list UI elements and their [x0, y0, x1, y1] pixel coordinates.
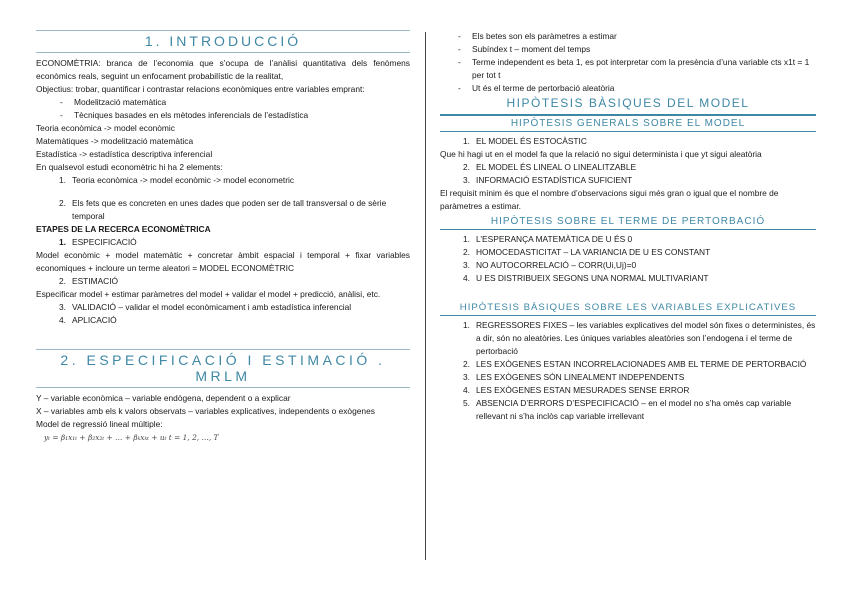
step-description: Model econòmic + model matemàtic + concretar àmbit espacial i temporal + fixar variables economiques + incloure un terme aleatori = MODEL ECONOMÈTRIC — [36, 250, 410, 273]
section-2-heading: 2. ESPECIFICACIÓ I ESTIMACIÓ . MRLM — [36, 349, 410, 388]
explicatives-heading: HIPÒTESIS BÀSIQUES SOBRE LES VARIABLES EXPLICATIVES — [440, 301, 816, 316]
econometria-definition: ECONOMÈTRIA: branca de l’economia que s’ocupa de l’anàlisi quantitativa dels fenòmens econòmics reals, seguint un enfocament probabilístic de la realitat, — [36, 58, 410, 81]
relation-line: Matemàtiques -> modelització matemàtica — [36, 136, 194, 146]
pertorbacio-item: 2. HOMOCEDASTICITAT – LA VARIANCIA DE U ES CONSTANT — [463, 247, 711, 257]
explicatives-item: 4. LES EXÒGENES ESTAN MESURADES SENSE ERROR — [463, 385, 690, 395]
list-item: - Ut és el terme de pertorbació aleatòria — [458, 82, 816, 95]
objectius-text: Objectius: trobar, quantificar i contrastar relacions econòmiques entre variables emprant: — [36, 84, 365, 94]
list-item: - Els betes son els paràmetres a estimar — [458, 30, 816, 43]
element-item: 1. Teoria econòmica -> model econòmic -> model econometric — [59, 175, 295, 185]
pertorbacio-item: 4. U ES DISTRIBUEIX SEGONS UNA NORMAL MULTIVARIANT — [463, 273, 709, 283]
beta-notes-list — [440, 30, 816, 95]
pertorbacio-item: 1. L’ESPERANÇA MATEMÀTICA DE U ÉS 0 — [463, 234, 633, 244]
step-item: 4. APLICACIÓ — [59, 315, 117, 325]
right-column — [440, 30, 816, 423]
variable-line: Y – variable econòmica – variable endògena, dependent o a explicar — [36, 393, 291, 403]
step-item: 3. VALIDACIÓ – validar el model econòmicament i amb estadística inferencial — [59, 302, 352, 312]
hypothesis-item: 2. EL MODEL ÉS LINEAL O LINEALITZABLE — [463, 162, 637, 172]
hypothesis-description: El requisit mínim és que el nombre d’observacions sigui més gran o igual que el nombre de paràmetres a estimar. — [440, 188, 779, 211]
regression-formula: yₜ = β₁x₁ₜ + β₂x₂ₜ + … + βₖxₖₜ + uₜ t = 1, 2, …, T — [44, 433, 219, 442]
hypothesis-item: 1. EL MODEL ÉS ESTOCÀSTIC — [463, 136, 587, 146]
method-list — [36, 96, 410, 122]
etapes-heading: ETAPES DE LA RECERCA ECONOMÈTRICA — [36, 224, 211, 234]
step-item: 1. ESPECIFICACIÓ — [59, 237, 137, 247]
pertorbacio-item: 3. NO AUTOCORRELACIÓ – CORR(Ui,Uj)=0 — [463, 260, 637, 270]
hipotesis-heading: HIPÒTESIS BÀSIQUES DEL MODEL — [506, 96, 750, 110]
list-item: - Tècniques basades en els mètodes inferencials de l’estadística — [60, 109, 410, 122]
pertorbacio-heading: HIPÒTESIS SOBRE EL TERME DE PERTORBACIÓ — [440, 215, 816, 230]
variable-line: Model de regressió lineal múltiple: — [36, 419, 163, 429]
list-item: - Modelització matemàtica — [60, 96, 410, 109]
left-column — [36, 30, 410, 444]
variable-line: X – variables amb els k valors observats – variables explicatives, independents o exògenes — [36, 406, 375, 416]
explicatives-item: 5. ABSENCIA D’ERRORS D’ESPECIFICACIÓ – en el model no s’ha omès cap variable rellevant ni s’ha inclòs cap variable irrellevant — [463, 398, 792, 421]
explicatives-item: 2. LES EXÒGENES ESTAN INCORRELACIONADES AMB EL TERME DE PERTORBACIÓ — [463, 359, 807, 369]
relation-line: Estadística -> estadística descriptiva inferencial — [36, 149, 213, 159]
explicatives-item: 1. REGRESSORES FIXES – les variables explicatives del model són fixes o deterministes, és a dir, són no aleatòries. Les úniques variables aleatòries son l’endogena i el terme de pertorbació — [463, 320, 816, 356]
relation-line: Teoria econòmica -> model econòmic — [36, 123, 175, 133]
generals-heading: HIPÒTESIS GENERALS SOBRE EL MODEL — [440, 114, 816, 132]
step-item: 2. ESTIMACIÓ — [59, 276, 119, 286]
hypothesis-description: Que hi hagi ut en el model fa que la relació no sigui determinista i que yt sigui aleatòria — [440, 149, 762, 159]
list-item: - Terme independent es beta 1, es pot interpretar com la presència d’una variable cts x1t = 1 per tot t — [458, 56, 816, 82]
section-1-heading: 1. INTRODUCCIÓ — [36, 30, 410, 53]
step-description: Especificar model + estimar paràmetres del model + validar el model + predicció, anàlisi, etc. — [36, 289, 381, 299]
hypothesis-item: 3. INFORMACIÓ ESTADÍSTICA SUFICIENT — [463, 175, 633, 185]
explicatives-item: 3. LES EXÒGENES SÓN LINEALMENT INDEPENDENTS — [463, 372, 685, 382]
column-divider — [425, 32, 426, 560]
element-item: 2. Els fets que es concreten en unes dades que poden ser de tall transversal o de sèrie temporal — [59, 198, 387, 221]
relation-line: En qualsevol estudi economètric hi ha 2 elements: — [36, 162, 223, 172]
list-item: - Subíndex t – moment del temps — [458, 43, 816, 56]
